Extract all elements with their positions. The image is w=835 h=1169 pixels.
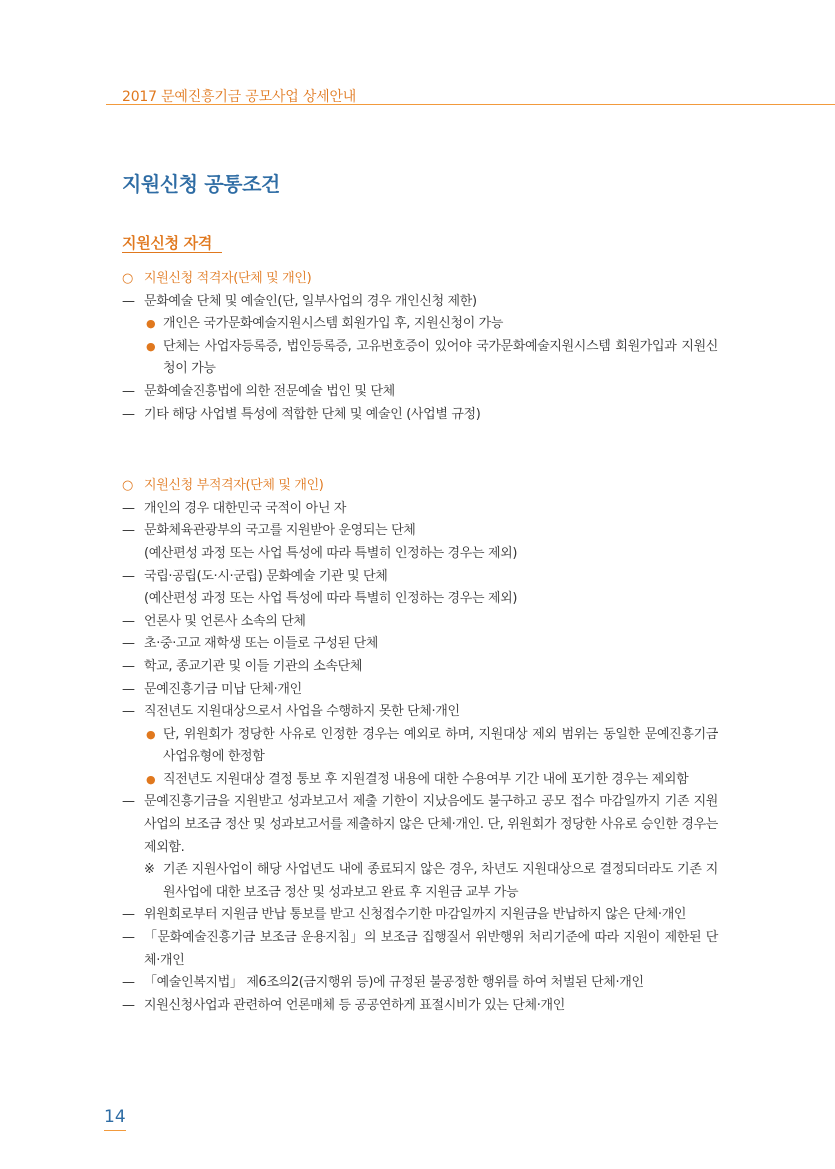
list-item bbox=[122, 656, 718, 679]
reference-note-text: 기존 지원사업이 해당 사업년도 내에 종료되지 않은 경우, 차년도 지원대상으로 결정되더라도 기존 지원사업에 대한 보조금 정산 및 성과보고 완료 후 지원금 교부 가능 bbox=[163, 862, 718, 900]
list-item-text: 국립·공립(도·시·군립) 문화예술 기관 및 단체 bbox=[144, 568, 388, 584]
sub-list-item-text: 단, 위원회가 정당한 사유로 인정한 경우는 예외로 하며, 지원대상 제외 범위는 동일한 문예진흥기금 사업유형에 한정함 bbox=[163, 726, 718, 765]
ineligible-heading bbox=[122, 475, 718, 498]
list-item-text: 문화예술진흥법에 의한 전문예술 법인 및 단체 bbox=[144, 383, 395, 399]
running-header-title: 2017 문예진흥기금 공모사업 상세안내 bbox=[122, 89, 357, 105]
sub-list-item bbox=[122, 724, 718, 769]
list-item bbox=[122, 904, 718, 927]
dash-bullet-icon: — bbox=[122, 658, 135, 674]
ineligible-group bbox=[122, 475, 718, 1017]
dot-bullet-icon: ● bbox=[146, 339, 156, 353]
list-item-text: 기타 해당 사업별 특성에 적합한 단체 및 예술인 (사업별 규정) bbox=[144, 406, 481, 422]
list-item bbox=[122, 498, 718, 521]
reference-mark-icon: ※ bbox=[144, 862, 155, 878]
dash-bullet-icon: — bbox=[122, 794, 135, 810]
list-item-text: 「예술인복지법」 제6조의2(금지행위 등)에 규정된 불공정한 행위를 하여 처벌된 단체·개인 bbox=[144, 975, 644, 991]
page-number: 14 bbox=[104, 1107, 126, 1127]
list-item-text: 개인의 경우 대한민국 국적이 아닌 자 bbox=[144, 500, 347, 516]
list-item-text: 언론사 및 언론사 소속의 단체 bbox=[144, 613, 306, 629]
list-item bbox=[122, 995, 718, 1018]
dash-bullet-icon: — bbox=[122, 406, 135, 422]
dash-bullet-icon: — bbox=[122, 681, 135, 697]
dash-bullet-icon: — bbox=[122, 500, 135, 516]
dash-bullet-icon: — bbox=[122, 383, 135, 399]
header-divider bbox=[106, 104, 835, 105]
list-item-text: 학교, 종교기관 및 이들 기관의 소속단체 bbox=[144, 658, 363, 674]
list-item-note bbox=[122, 543, 718, 566]
page-title: 지원신청 공통조건 bbox=[122, 172, 280, 196]
dash-bullet-icon: — bbox=[122, 907, 135, 923]
list-item bbox=[122, 520, 718, 543]
list-item bbox=[122, 972, 718, 995]
dash-bullet-icon: — bbox=[122, 293, 135, 309]
list-item bbox=[122, 633, 718, 656]
eligible-heading bbox=[122, 268, 718, 291]
list-item-text: 지원신청사업과 관련하여 언론매체 등 공공연하게 표절시비가 있는 단체·개인 bbox=[144, 997, 565, 1013]
footer-divider bbox=[104, 1130, 126, 1131]
sub-list-item bbox=[122, 313, 718, 336]
list-item-text: 문예진흥기금을 지원받고 성과보고서 제출 기한이 지났음에도 불구하고 공모 접수 마감일까지 기존 지원사업의 보조금 정산 및 성과보고서를 제출하지 않은 단체·개인. 단, 위원회가 정당한 사유로 승인한 경우는 제외함. bbox=[144, 794, 718, 855]
dash-bullet-icon: — bbox=[122, 613, 135, 629]
dot-bullet-icon: ● bbox=[146, 772, 156, 786]
list-item-text: 위원회로부터 지원금 반납 통보를 받고 신청접수기한 마감일까지 지원금을 반납하지 않은 단체·개인 bbox=[144, 907, 687, 923]
list-item-note-text: (예산편성 과정 또는 사업 특성에 따라 특별히 인정하는 경우는 제외) bbox=[144, 545, 518, 561]
list-item bbox=[122, 927, 718, 972]
list-item-text: 문화체육관광부의 국고를 지원받아 운영되는 단체 bbox=[144, 523, 416, 539]
list-item bbox=[122, 291, 718, 314]
list-item bbox=[122, 404, 718, 427]
section-title-text: 지원신청 자격 bbox=[122, 234, 213, 252]
list-item bbox=[122, 381, 718, 404]
list-item-note bbox=[122, 588, 718, 611]
list-item bbox=[122, 566, 718, 589]
sub-list-item-text: 단체는 사업자등록증, 법인등록증, 고유번호증이 있어야 국가문화예술지원시스템 회원가입과 지원신청이 가능 bbox=[163, 338, 718, 377]
document-body bbox=[122, 268, 718, 1017]
dash-bullet-icon: — bbox=[122, 704, 135, 720]
list-item bbox=[122, 791, 718, 859]
dot-bullet-icon: ● bbox=[146, 317, 156, 331]
sub-list-item bbox=[122, 769, 718, 792]
circle-bullet-icon: ○ bbox=[122, 271, 133, 286]
reference-note bbox=[122, 859, 718, 904]
sub-list-item-text: 직전년도 지원대상 결정 통보 후 지원결정 내용에 대한 수용여부 기간 내에 포기한 경우는 제외함 bbox=[163, 771, 689, 787]
dash-bullet-icon: — bbox=[122, 930, 135, 946]
list-item bbox=[122, 701, 718, 724]
list-item-text: 문화예술 단체 및 예술인(단, 일부사업의 경우 개인신청 제한) bbox=[144, 293, 477, 309]
dash-bullet-icon: — bbox=[122, 523, 135, 539]
list-item-text: 초·중·고교 재학생 또는 이들로 구성된 단체 bbox=[144, 636, 379, 652]
circle-bullet-icon: ○ bbox=[122, 478, 133, 494]
list-item bbox=[122, 611, 718, 634]
eligible-group bbox=[122, 268, 718, 426]
sub-list-item bbox=[122, 336, 718, 381]
ineligible-heading-text: 지원신청 부적격자(단체 및 개인) bbox=[144, 478, 324, 494]
dash-bullet-icon: — bbox=[122, 975, 135, 991]
section-title bbox=[122, 232, 212, 253]
list-item-text: 문예진흥기금 미납 단체·개인 bbox=[144, 681, 302, 697]
list-item-text: 「문화예술진흥기금 보조금 운용지침」의 보조금 집행질서 위반행위 처리기준에 따라 지원이 제한된 단체·개인 bbox=[144, 930, 718, 968]
section-title-underline bbox=[122, 252, 222, 253]
sub-list-item-text: 개인은 국가문화예술지원시스템 회원가입 후, 지원신청이 가능 bbox=[163, 316, 504, 332]
list-item-text: 직전년도 지원대상으로서 사업을 수행하지 못한 단체·개인 bbox=[144, 704, 460, 720]
dash-bullet-icon: — bbox=[122, 568, 135, 584]
dot-bullet-icon: ● bbox=[146, 727, 156, 741]
list-item-note-text: (예산편성 과정 또는 사업 특성에 따라 특별히 인정하는 경우는 제외) bbox=[144, 591, 518, 607]
dash-bullet-icon: — bbox=[122, 636, 135, 652]
dash-bullet-icon: — bbox=[122, 997, 135, 1013]
list-item bbox=[122, 679, 718, 702]
eligible-heading-text: 지원신청 적격자(단체 및 개인) bbox=[144, 271, 312, 286]
